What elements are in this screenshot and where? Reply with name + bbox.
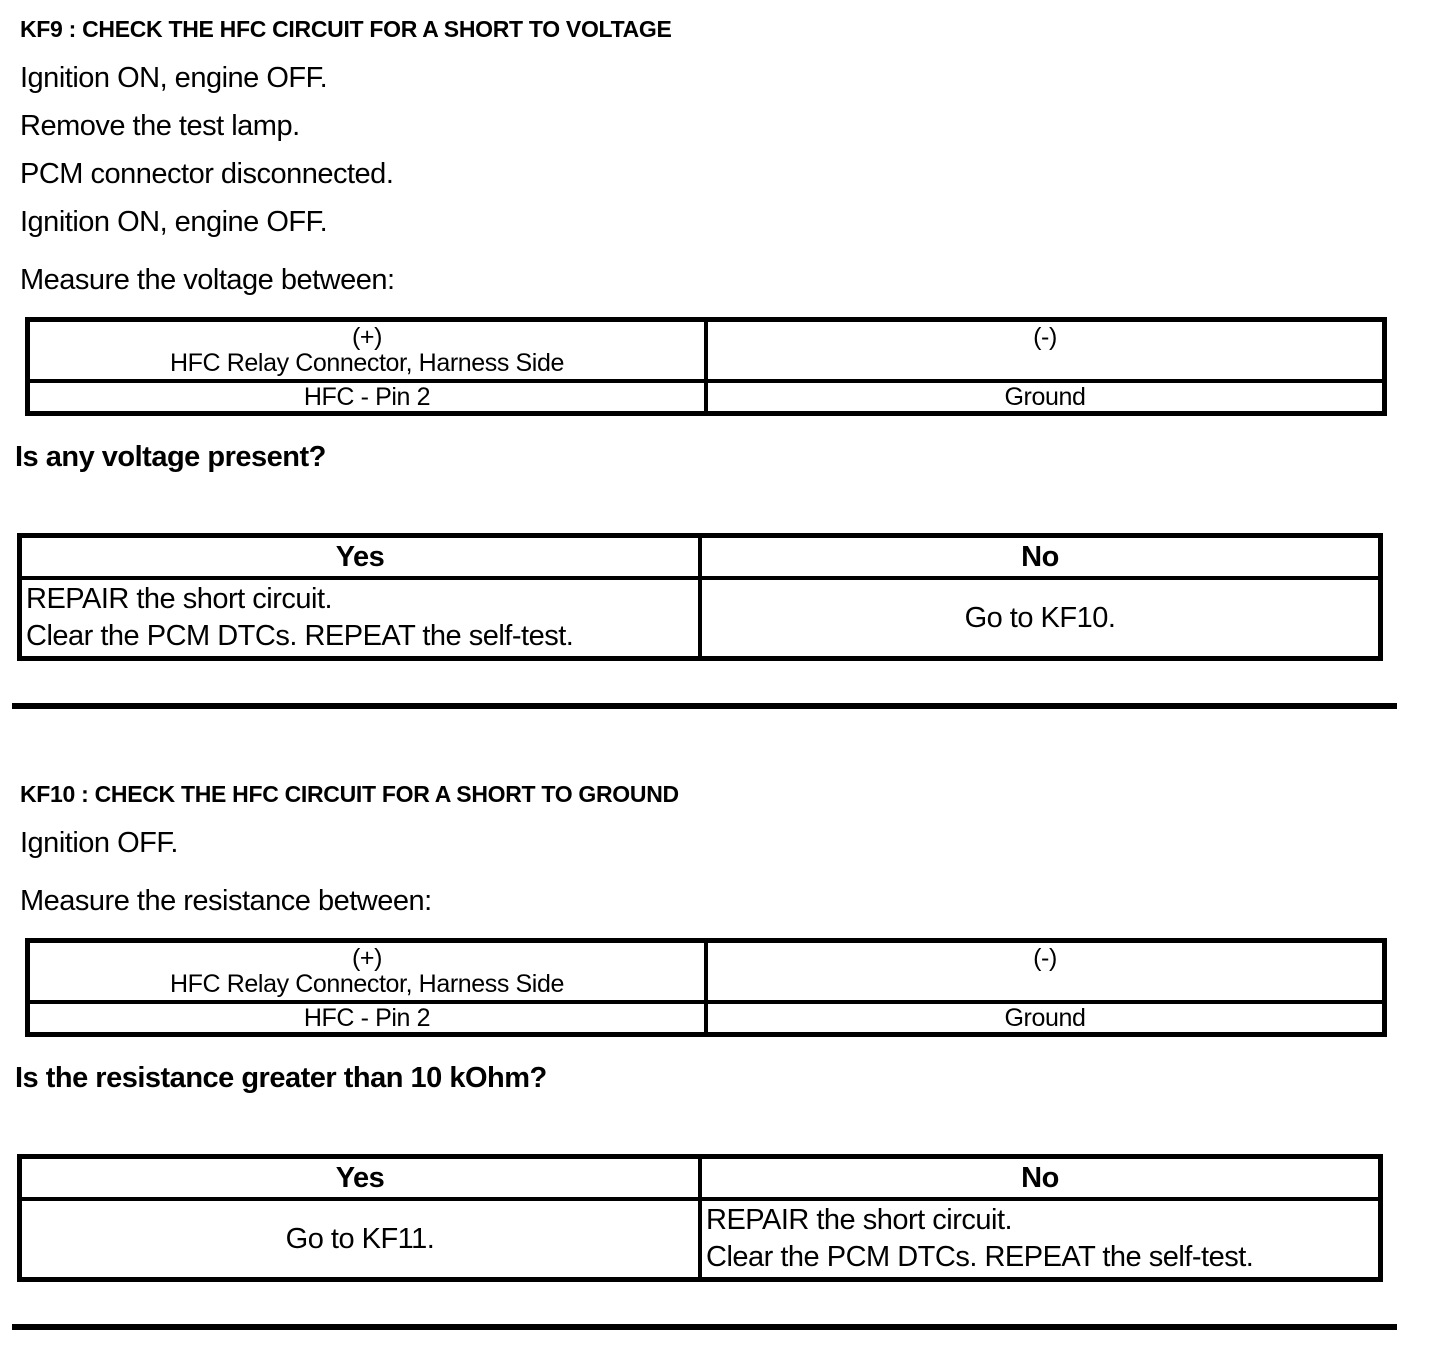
- instruction-line: PCM connector disconnected.: [20, 158, 394, 190]
- no-header-cell: No: [700, 536, 1381, 579]
- section-divider: [12, 703, 1397, 709]
- action-line: REPAIR the short circuit.: [26, 583, 333, 615]
- positive-symbol: (+): [351, 323, 383, 351]
- instruction-line: Remove the test lamp.: [20, 110, 300, 142]
- negative-lead-header: [706, 320, 1385, 382]
- positive-lead-value: HFC - Pin 2: [28, 1002, 707, 1035]
- decision-table: [17, 533, 1383, 661]
- yes-header-cell: Yes: [20, 536, 701, 579]
- measure-prompt: Measure the resistance between:: [20, 885, 432, 917]
- yes-action-cell: [20, 578, 701, 659]
- decision-table: [17, 1154, 1383, 1282]
- positive-lead-header: [28, 941, 707, 1003]
- instruction-line: Ignition ON, engine OFF.: [20, 206, 328, 238]
- step-kf10-section: [0, 781, 1440, 1330]
- negative-lead-value: Ground: [706, 381, 1385, 414]
- no-header-cell: No: [700, 1157, 1381, 1200]
- result-question: Is the resistance greater than 10 kOhm?: [15, 1062, 547, 1094]
- instruction-line: Ignition ON, engine OFF.: [20, 62, 328, 94]
- step-heading: KF9 : CHECK THE HFC CIRCUIT FOR A SHORT TO VOLTAGE: [20, 16, 672, 42]
- positive-lead-header: [28, 320, 707, 382]
- action-line: Go to KF11.: [285, 1223, 435, 1255]
- negative-lead-header: [706, 941, 1385, 1003]
- action-line: Clear the PCM DTCs. REPEAT the self-test.: [706, 1241, 1254, 1273]
- no-action-cell: [700, 578, 1381, 659]
- positive-symbol: (+): [351, 944, 383, 972]
- negative-lead-value: Ground: [706, 1002, 1385, 1035]
- instruction-line: Ignition OFF.: [20, 827, 178, 859]
- measure-prompt: Measure the voltage between:: [20, 264, 395, 296]
- result-question: Is any voltage present?: [15, 441, 326, 473]
- step-heading: KF10 : CHECK THE HFC CIRCUIT FOR A SHORT TO GROUND: [20, 781, 679, 807]
- negative-symbol: (-): [1033, 944, 1057, 972]
- step-kf9-section: [0, 16, 1440, 709]
- yes-header-cell: Yes: [20, 1157, 701, 1200]
- negative-symbol: (-): [1033, 323, 1057, 351]
- measurement-table: [25, 317, 1387, 416]
- action-line: Clear the PCM DTCs. REPEAT the self-test.: [26, 620, 574, 652]
- pinpoint-test-document: [0, 16, 1440, 1330]
- action-line: Go to KF10.: [964, 602, 1116, 634]
- action-line: REPAIR the short circuit.: [706, 1204, 1013, 1236]
- section-divider: [12, 1324, 1397, 1330]
- positive-lead-value: HFC - Pin 2: [28, 381, 707, 414]
- positive-connector: HFC Relay Connector, Harness Side: [170, 349, 564, 377]
- measurement-table: [25, 938, 1387, 1037]
- positive-connector: HFC Relay Connector, Harness Side: [170, 970, 564, 998]
- yes-action-cell: [20, 1199, 701, 1280]
- no-action-cell: [700, 1199, 1381, 1280]
